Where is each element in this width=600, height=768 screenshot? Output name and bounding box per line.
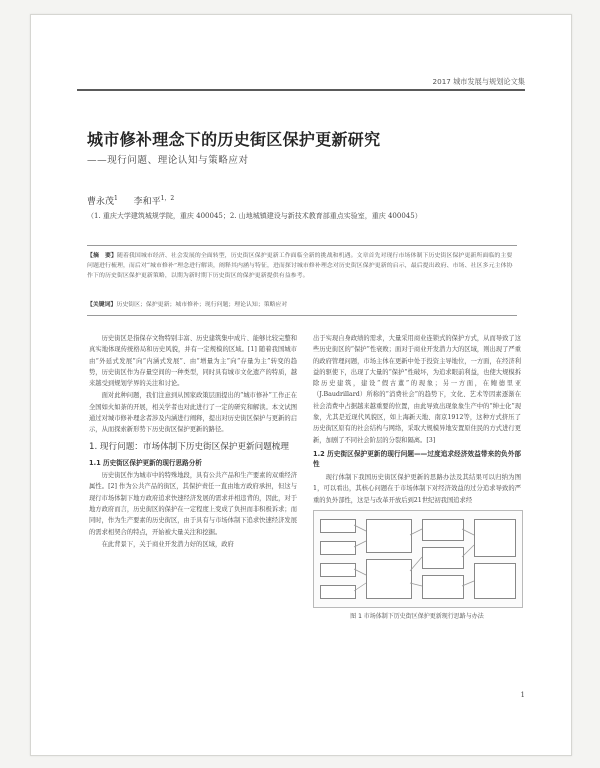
abstract-top-rule xyxy=(87,245,517,246)
body-paragraph: 历史街区是指保存文物特别丰富、历史建筑集中成片、能够比较完整和真实地体现传统格局和历史风貌，并有一定规模的区域。[1] 随着我国城市由“外延式发展”向“内涵式发展”、由“增量为主”向“存量为主”转变的趋势，历史街区作为存量空间的一种类型，同时具有城市文化遗产的特质，越来越受到规划学界的关注和讨论。 xyxy=(89,335,297,388)
paper-page xyxy=(30,14,572,756)
author-affiliation-mark: 1 xyxy=(114,195,118,202)
author-name: 曹永茂 xyxy=(87,197,115,207)
subsection-heading: 1.1 历史街区保护更新的现行思路分析 xyxy=(89,458,202,467)
body-paragraph: 面对此种问题，我们注意到从国家政策层面提出的“城市修补”工作正在全国如火如荼的开展，相关学者也对此进行了一定的研究和解读。本文试图通过对城市修补理念者涉及内涵进行阐释，提出对历史街区保护与更新的启示，从而探索新形势下历史街区保护更新的路径。 xyxy=(89,392,297,434)
header-rule xyxy=(77,89,525,91)
paper-subtitle: ——现行问题、理论认知与策略应对 xyxy=(87,155,249,166)
page-number: 1 xyxy=(520,691,525,699)
abstract xyxy=(87,251,517,281)
right-column xyxy=(313,333,521,622)
left-column xyxy=(89,333,297,551)
keywords-label: 【关键词】 xyxy=(87,301,117,308)
abstract-label: 【摘 要】 xyxy=(87,252,117,259)
keywords xyxy=(87,299,517,308)
author-affiliation: （1. 重庆大学建筑城规学院，重庆 400045；2. 山地城镇建设与新技术教育部重点实验室，重庆 400045） xyxy=(87,212,422,220)
body-paragraph: 历史街区作为城市中的特殊地段，具有公共产品和生产要素的双重经济属性。[2] 作为公共产品的街区，其保护责任一直由地方政府承担，但这与现行市场体制下地方政府追求快速经济发展的需求并相违背的，因此，对于地方政府而言，历史街区的保护在一定程度上变成了负担而非积极诉求；而同时，作为生产要素的历史街区，由于具有与市场体制下追求快速经济发展的需求相契合的特点，开始被大量关注和挖掘。 xyxy=(89,472,297,536)
body-paragraph: 出于实现自身政绩的需求，大量采用商业连锁式的保护方式，从而导致了这些历史街区的“保护”性衰败；面对于商业开发潜力大的区域，则出现了严重的政府管理问题，市场主体在更新中处于投资主导地位，一方面，在经济利益的驱使下，出现了大量的“保护”性破坏，为追求眼前利益，也使大规模拆除历史建筑，建设“假古董”的现象；另一方面，在鲍德里亚（J.Baudrillard）所称的“消费社会”的趋势下，文化、艺术等因素逐渐在社会消费中占据越来越重要的位置，由此导致出现象象生产中的“绅士化”现象，尤其是近现代风貌区，如上海新天地、南京1912等，这种方式挤压了历史街区原有的社会结构与网络，采取大规模异地安置原住民的方式进行更新，加剧了不同社会阶层的分裂和隔离。[3] xyxy=(313,335,521,444)
diagram-connectors xyxy=(314,511,522,607)
body-paragraph: 在此背景下，关于商业开发潜力好的区域，政府 xyxy=(101,540,234,548)
author-name: 李和平 xyxy=(133,197,161,207)
subsection-heading: 1.2 历史街区保护更新的现行问题——过度追求经济效益带来的负外部性 xyxy=(313,449,521,469)
keywords-text: 历史街区；保护更新；城市修补；现行问题；理论认知；策略应对 xyxy=(116,302,288,308)
author-line xyxy=(87,193,174,207)
abstract-bottom-rule xyxy=(87,315,517,316)
running-head: 2017 城市发展与规划论文集 xyxy=(432,77,525,86)
abstract-text: 随着我国城市经济、社会发展的全面转型，历史街区保护更新工作面临全新的挑战和机遇。文章首先对现行市场体制下历史街区保护更新所面临的主要问题进行梳理，而后对“城市修补”理念进行解读，阐释其内涵与特征，进而探讨城市修补理念对历史街区保护更新的启示，最后提出政府、市场、社区多元主体协作下的历史街区保护更新策略，以期为新时期下历史街区的保护更新提供有益参考。 xyxy=(87,253,513,279)
figure-caption: 图 1 市场体制下历史街区保护更新现行思路与办法 xyxy=(350,612,484,620)
author-affiliation-mark: 1，2 xyxy=(160,195,175,202)
section-heading: 1. 现行问题：市场体制下历史街区保护更新问题梳理 xyxy=(89,441,289,452)
body-paragraph: 现行体制下我国历史街区保护更新的思路办法及其结果可以归纳为图1，可以看出，其核心问题在于市场体制下对经济效益的过分追求导致的严重的负外部性，这是与改革开放后到21世纪初我国追求经 xyxy=(313,473,521,504)
paper-title: 城市修补理念下的历史街区保护更新研究 xyxy=(87,130,381,149)
figure-1-diagram xyxy=(313,510,523,608)
